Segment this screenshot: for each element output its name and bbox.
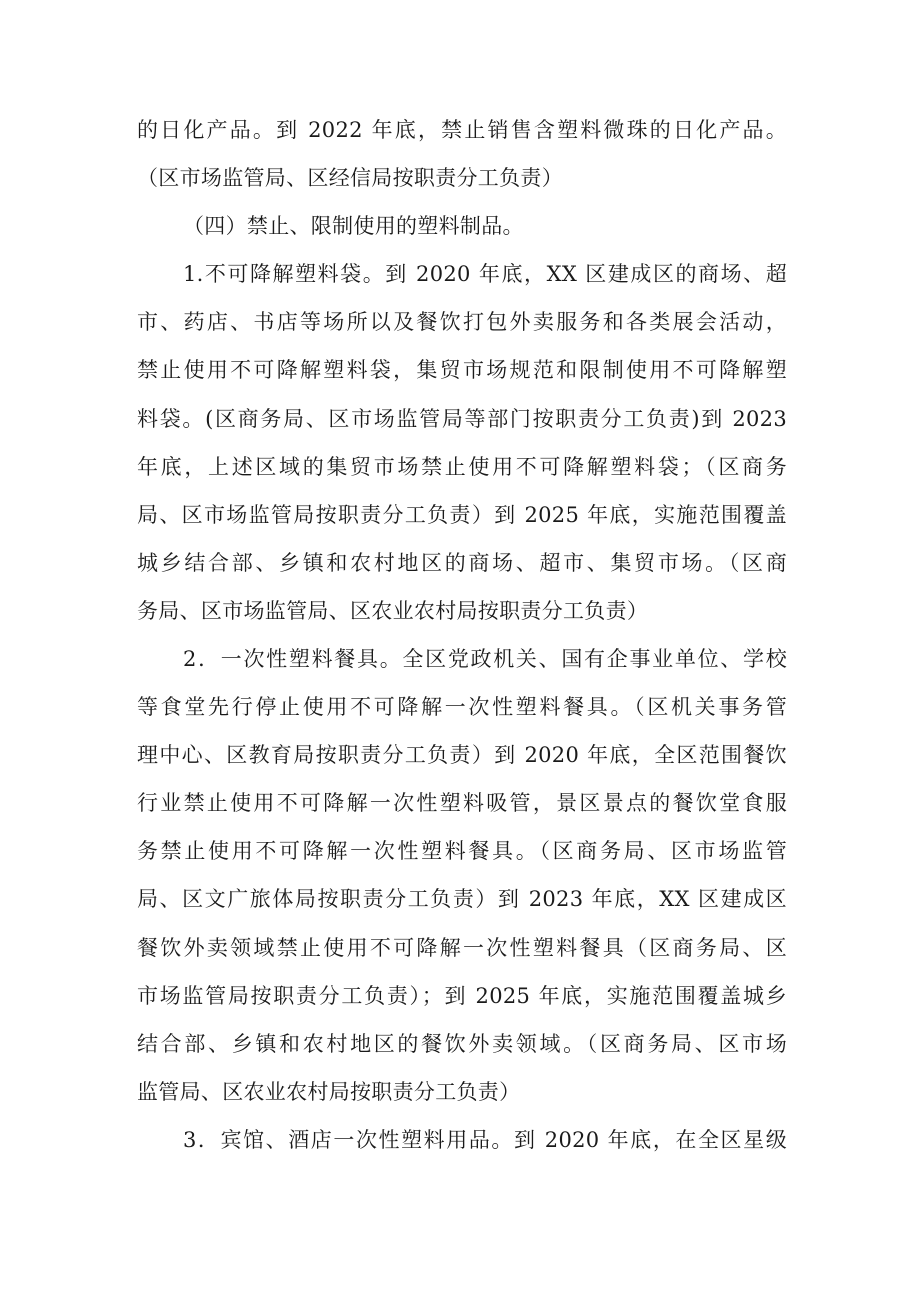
paragraph-line: 城乡结合部、乡镇和农村地区的商场、超市、集贸市场。（区商 [137,551,787,575]
paragraph-line: 料袋。(区商务局、区市场监管局等部门按职责分工负责)到 2023 [137,407,787,431]
paragraph-line: 务局、区市场监管局、区农业农村局按职责分工负责） [137,599,649,623]
paragraph-line: 务禁止使用不可降解一次性塑料餐具。（区商务局、区市场监管 [137,839,787,863]
paragraph-line: 年底，上述区域的集贸市场禁止使用不可降解塑料袋；（区商务 [137,455,787,479]
paragraph-line: 理中心、区教育局按职责分工负责）到 2020 年底，全区范围餐饮 [137,743,787,767]
paragraph-line: 局、区市场监管局按职责分工负责）到 2025 年底，实施范围覆盖 [137,503,787,527]
paragraph-line: 3．宾馆、酒店一次性塑料用品。到 2020 年底，在全区星级 [183,1128,787,1152]
paragraph-line: 监管局、区农业农村局按职责分工负责） [137,1080,521,1104]
paragraph-line: 餐饮外卖领域禁止使用不可降解一次性塑料餐具（区商务局、区 [137,936,787,960]
paragraph-line: 1.不可降解塑料袋。到 2020 年底，XX 区建成区的商场、超 [183,262,787,286]
paragraph-line: 禁止使用不可降解塑料袋，集贸市场规范和限制使用不可降解塑 [137,358,787,382]
paragraph-line: 等食堂先行停止使用不可降解一次性塑料餐具。（区机关事务管 [137,695,787,719]
paragraph-line: 结合部、乡镇和农村地区的餐饮外卖领域。（区商务局、区市场 [137,1032,787,1056]
paragraph-line: （区市场监管局、区经信局按职责分工负责） [137,166,563,190]
paragraph-line: 市场监管局按职责分工负责）；到 2025 年底，实施范围覆盖城乡 [137,984,787,1008]
paragraph-line: 行业禁止使用不可降解一次性塑料吸管，景区景点的餐饮堂食服 [137,791,787,815]
paragraph-line: 的日化产品。到 2022 年底，禁止销售含塑料微珠的日化产品。 [137,118,787,142]
section-heading: （四）禁止、限制使用的塑料制品。 [183,214,524,238]
paragraph-line: 局、区文广旅体局按职责分工负责）到 2023 年底，XX 区建成区 [137,887,787,911]
paragraph-line: 市、药店、书店等场所以及餐饮打包外卖服务和各类展会活动， [137,310,787,334]
paragraph-line: 2．一次性塑料餐具。全区党政机关、国有企事业单位、学校 [183,647,787,671]
